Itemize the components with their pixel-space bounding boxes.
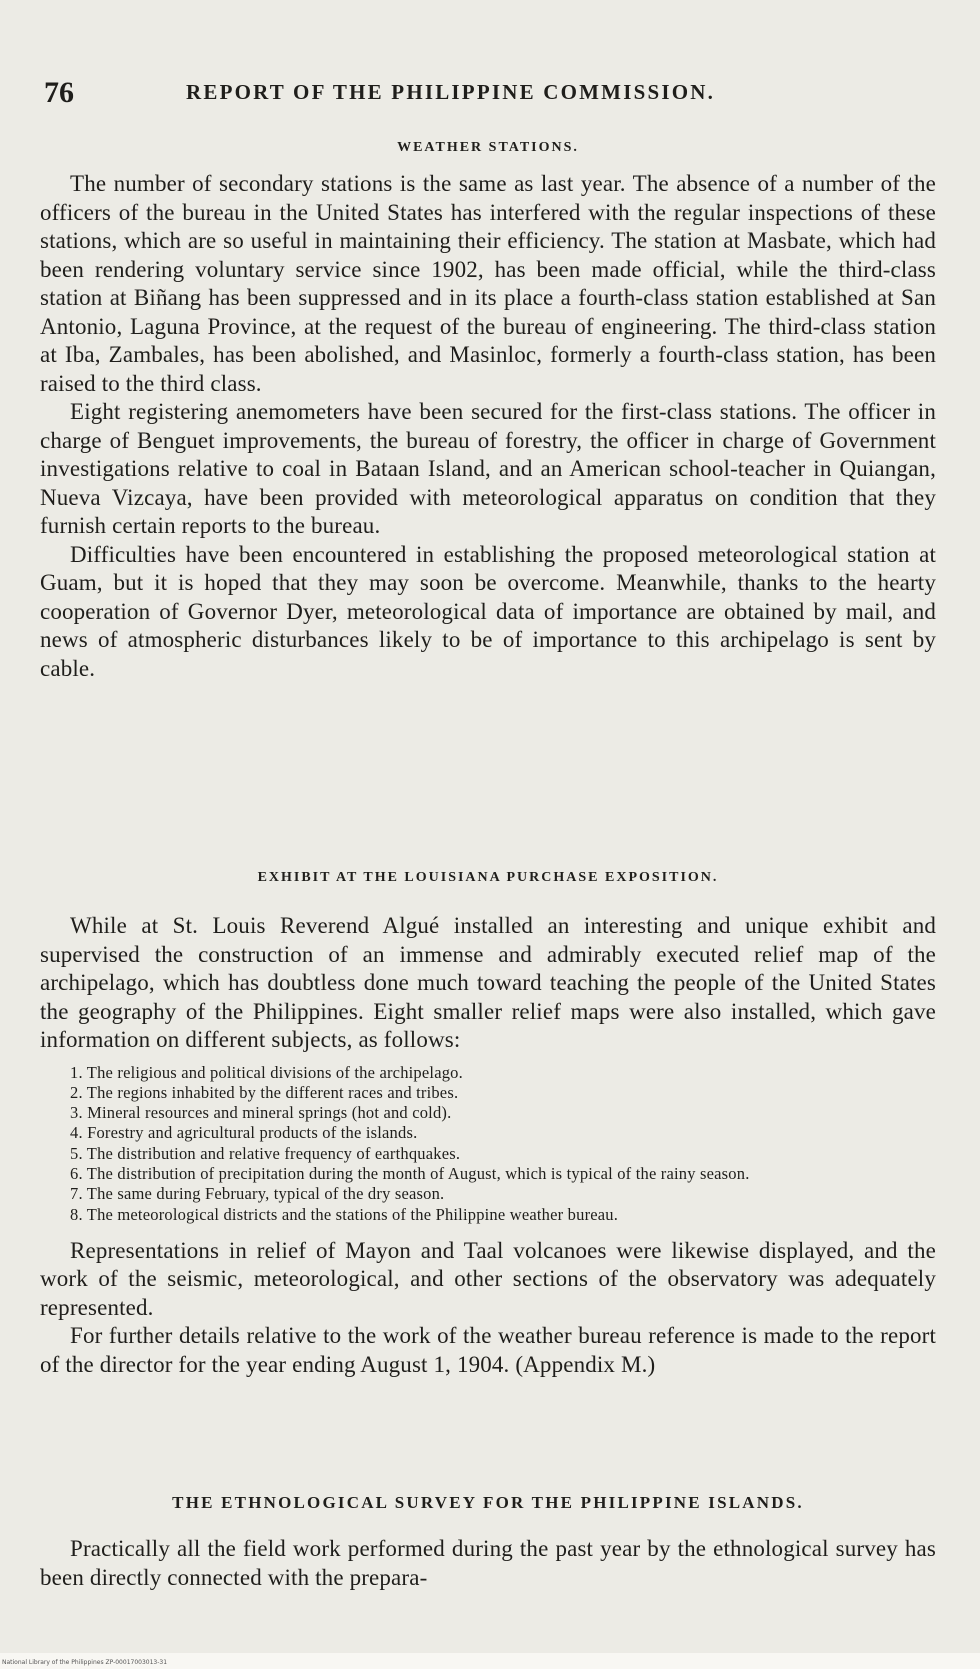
list-item: 1. The religious and political divisions of the archipelago. <box>70 1062 463 1082</box>
list-item: 2. The regions inhabited by the different races and tribes. <box>70 1082 459 1102</box>
paragraph: While at St. Louis Reverend Algué installed an interesting and unique exhibit and supervised the construction of an immense and admirably executed relief map of the archipelago, which has doubtless done much toward teaching the people of the United States the geography of the Philippines. Eight smaller relief maps were also installed, which gave information on different subjects, as follows: <box>40 913 936 1052</box>
footer-strip <box>0 1653 980 1669</box>
list-item: 3. Mineral resources and mineral springs (hot and cold). <box>70 1103 452 1123</box>
section-heading: THE ETHNOLOGICAL SURVEY FOR THE PHILIPPINE ISLANDS. <box>172 1493 804 1512</box>
paragraph: Representations in relief of Mayon and Taal volcanoes were likewise displayed, and the work of the seismic, meteorological, and other sections of the observatory was adequately represented. <box>40 1237 936 1320</box>
section-heading: WEATHER STATIONS. <box>397 140 579 155</box>
page-number: 76 <box>44 76 74 109</box>
page-header <box>44 76 940 112</box>
paragraph: The number of secondary stations is the same as last year. The absence of a number of the officers of the bureau in the United States has interfered with the regular inspections of these stations, which are so useful in maintaining their efficiency. The station at Masbate, which had been rendering voluntary service since 1902, has been made official, while the third-class station at Biñang has been suppressed and in its place a fourth-class station established at San Antonio, Laguna Province, at the request of the bureau of engineering. The third-class station at Iba, Zambales, has been abolished, and Masinloc, formerly a fourth-class station, has been raised to the third class. <box>40 171 936 396</box>
paragraph: Practically all the field work performed during the past year by the ethnological survey has been directly connected with the prepara- <box>40 1536 936 1590</box>
section-weather-stations <box>40 140 936 683</box>
section-ethnological-survey <box>40 1493 936 1592</box>
relief-map-list <box>40 1063 936 1225</box>
list-item: 6. The distribution of precipitation during the month of August, which is typical of the rainy season. <box>70 1163 750 1183</box>
paragraph: For further details relative to the work of the weather bureau reference is made to the report of the director for the year ending August 1, 1904. (Appendix M.) <box>40 1323 936 1377</box>
list-item: 7. The same during February, typical of the dry season. <box>70 1184 445 1204</box>
library-stamp: National Library of the Philippines ZP-00017003013-31 <box>2 1659 168 1666</box>
section-heading: EXHIBIT AT THE LOUISIANA PURCHASE EXPOSITION. <box>257 870 719 885</box>
list-item: 5. The distribution and relative frequency of earthquakes. <box>70 1143 461 1163</box>
running-head: REPORT OF THE PHILIPPINE COMMISSION. <box>186 80 716 104</box>
paragraph: Eight registering anemometers have been secured for the first-class stations. The officer in charge of Benguet improvements, the bureau of forestry, the officer in charge of Government investigations relative to coal in Bataan Island, and an American school-teacher in Quiangan, Nueva Vizcaya, have been provided with meteorological apparatus on condition that they furnish certain reports to the bureau. <box>40 399 936 538</box>
list-item: 4. Forestry and agricultural products of the islands. <box>70 1123 418 1143</box>
paragraph: Difficulties have been encountered in establishing the proposed meteorological station at Guam, but it is hoped that they may soon be overcome. Meanwhile, thanks to the hearty cooperation of Governor Dyer, meteorological data of importance are obtained by mail, and news of atmospheric disturbances likely to be of importance to this archipelago is sent by cable. <box>40 541 936 681</box>
list-item: 8. The meteorological districts and the stations of the Philippine weather bureau. <box>70 1204 619 1224</box>
section-exhibit <box>40 870 936 1379</box>
